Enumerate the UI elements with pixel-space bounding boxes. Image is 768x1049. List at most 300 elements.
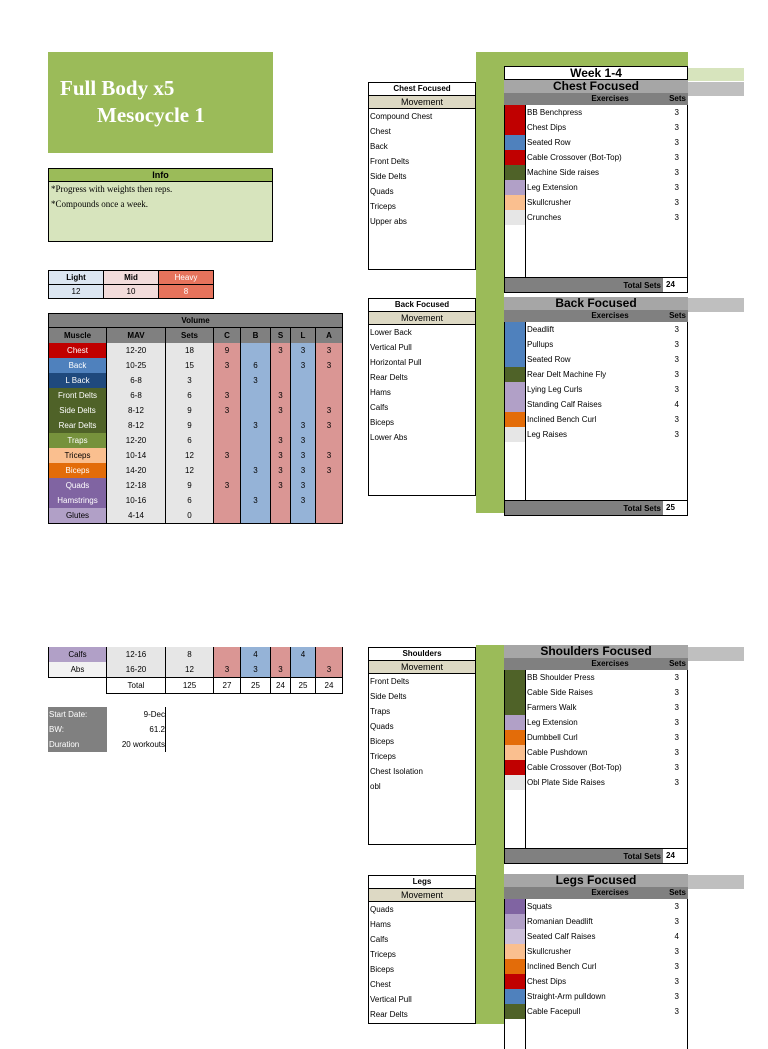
mav-cell: 6-8	[107, 373, 166, 388]
info-box	[48, 168, 273, 242]
sets-cell: 18	[166, 343, 214, 358]
exercise-row	[505, 337, 687, 352]
shoulder-day-cell	[271, 508, 291, 524]
legs-day-cell: 3	[291, 493, 316, 508]
stat-value: 20 workouts	[107, 737, 166, 752]
muscle-color-swatch	[505, 150, 525, 165]
title-box	[48, 52, 273, 153]
mav-cell: 6-8	[107, 388, 166, 403]
movement-row: Quads	[370, 905, 394, 914]
total-sets-value: 24	[663, 278, 687, 292]
exercise-name: Machine Side raises	[527, 168, 600, 177]
muscle-color-swatch	[505, 337, 525, 352]
stat-label: BW:	[48, 722, 107, 737]
movement-box-chest	[368, 82, 476, 270]
muscle-color-swatch	[505, 322, 525, 337]
legs-day-cell: 3	[291, 478, 316, 493]
exercises-header: Exercises	[591, 311, 629, 320]
exercise-name: Chest Dips	[527, 123, 567, 132]
movement-row: Compound Chest	[370, 112, 433, 121]
sets-cell: 15	[166, 358, 214, 373]
chest-day-cell: 3	[214, 662, 241, 678]
shoulder-day-cell: 3	[271, 662, 291, 678]
movement-row: Chest Isolation	[370, 767, 423, 776]
exercise-sets: 3	[674, 718, 679, 727]
exercise-row	[505, 397, 687, 412]
total-sets-row	[504, 277, 688, 293]
muscle-color-swatch	[505, 397, 525, 412]
exercise-sets: 4	[674, 932, 679, 941]
exercise-name: Straight-Arm pulldown	[527, 992, 606, 1001]
muscle-cell: Glutes	[49, 508, 107, 524]
chest-day-cell	[214, 508, 241, 524]
exercise-row	[505, 914, 687, 929]
exercise-sets: 3	[674, 108, 679, 117]
intensity-heavy-label: Heavy	[159, 271, 214, 285]
exercise-name: Crunches	[527, 213, 562, 222]
arms-day-cell: 3	[316, 418, 343, 433]
exercise-sets: 3	[674, 430, 679, 439]
title-line2: Mesocycle 1	[97, 103, 205, 127]
muscle-color-swatch	[505, 775, 525, 790]
stats-table	[48, 707, 166, 752]
workout-chest	[504, 80, 688, 293]
arms-day-cell: 3	[316, 343, 343, 358]
info-header: Info	[49, 169, 272, 182]
shoulder-day-cell	[271, 647, 291, 662]
exercise-name: Cable Side Raises	[527, 688, 593, 697]
volume-table	[48, 313, 343, 524]
stat-value: 9-Dec	[107, 707, 166, 722]
exercise-sets: 3	[674, 778, 679, 787]
exercise-sets: 3	[674, 992, 679, 1001]
chest-day-cell: 3	[214, 448, 241, 463]
exercise-row	[505, 165, 687, 180]
shoulder-day-cell	[271, 373, 291, 388]
legs-day-cell: 3	[291, 463, 316, 478]
arms-day-cell	[316, 478, 343, 493]
muscle-color-swatch	[505, 195, 525, 210]
exercise-name: Cable Facepull	[527, 1007, 581, 1016]
green-panel	[476, 645, 504, 1024]
muscle-color-swatch	[505, 745, 525, 760]
shoulder-day-cell: 3	[271, 433, 291, 448]
arms-day-cell	[316, 433, 343, 448]
movement-box-back	[368, 298, 476, 496]
mav-cell: 10-14	[107, 448, 166, 463]
exercise-name: Obl Plate Side Raises	[527, 778, 605, 787]
intensity-mid-label: Mid	[104, 271, 159, 285]
sets-cell: 12	[166, 463, 214, 478]
muscle-color-swatch	[505, 165, 525, 180]
total-sets-value: 25	[663, 501, 687, 515]
exercise-name: Dumbbell Curl	[527, 733, 578, 742]
muscle-color-swatch	[505, 959, 525, 974]
shoulder-day-cell	[271, 493, 291, 508]
shoulder-day-cell: 3	[271, 478, 291, 493]
workout-subheader	[504, 887, 688, 899]
exercise-row	[505, 105, 687, 120]
muscle-color-swatch	[505, 914, 525, 929]
legs-day-cell	[291, 662, 316, 678]
b-total: 25	[241, 678, 271, 694]
total-sets-value: 24	[663, 849, 687, 863]
back-day-cell	[241, 343, 271, 358]
shoulder-day-cell: 3	[271, 403, 291, 418]
muscle-cell: L Back	[49, 373, 107, 388]
workout-title: Chest Focused	[504, 80, 688, 93]
workout-legs	[504, 874, 688, 1049]
exercise-sets: 3	[674, 198, 679, 207]
movement-row: Lower Back	[370, 328, 412, 337]
exercise-row	[505, 944, 687, 959]
exercise-sets: 3	[674, 748, 679, 757]
movement-row: Vertical Pull	[370, 343, 412, 352]
movement-header: Movement	[369, 96, 475, 109]
exercises-header: Exercises	[591, 659, 629, 668]
shoulder-day-cell: 3	[271, 388, 291, 403]
exercise-name: Cable Pushdown	[527, 748, 588, 757]
exercise-sets: 3	[674, 340, 679, 349]
muscle-color-swatch	[505, 1004, 525, 1019]
sets-cell: 6	[166, 493, 214, 508]
arms-day-cell	[316, 493, 343, 508]
movement-title: Shoulders	[369, 648, 475, 661]
green-panel	[476, 288, 504, 513]
workout-body	[504, 322, 688, 500]
movement-row: Lower Abs	[370, 433, 408, 442]
chest-day-cell	[214, 373, 241, 388]
intensity-light-label: Light	[49, 271, 104, 285]
exercise-name: Leg Extension	[527, 183, 578, 192]
exercise-sets: 3	[674, 213, 679, 222]
volume-header: MAV	[107, 328, 166, 344]
exercise-sets: 3	[674, 138, 679, 147]
muscle-color-swatch	[505, 367, 525, 382]
volume-header: A	[316, 328, 343, 344]
exercise-name: Cable Crossover (Bot-Top)	[527, 763, 622, 772]
volume-header: L	[291, 328, 316, 344]
muscle-color-swatch	[505, 120, 525, 135]
exercise-name: BB Benchpress	[527, 108, 583, 117]
muscle-cell: Triceps	[49, 448, 107, 463]
header-bar	[688, 875, 744, 889]
chest-day-cell	[214, 433, 241, 448]
mav-cell: 12-20	[107, 343, 166, 358]
intensity-table	[48, 270, 214, 299]
muscle-color-swatch	[505, 412, 525, 427]
legs-day-cell	[291, 388, 316, 403]
muscle-cell: Back	[49, 358, 107, 373]
workout-title: Back Focused	[504, 297, 688, 310]
movement-row: Front Delts	[370, 677, 410, 686]
exercise-row	[505, 715, 687, 730]
s-total: 24	[271, 678, 291, 694]
muscle-color-swatch	[505, 989, 525, 1004]
exercise-row	[505, 120, 687, 135]
legs-day-cell: 3	[291, 433, 316, 448]
back-day-cell: 3	[241, 463, 271, 478]
movement-header: Movement	[369, 889, 475, 902]
shoulder-day-cell: 3	[271, 448, 291, 463]
info-line: *Progress with weights then reps.	[51, 184, 173, 194]
sets-header: Sets	[669, 311, 686, 320]
info-line: *Compounds once a week.	[51, 199, 148, 209]
workout-back	[504, 297, 688, 516]
back-day-cell: 3	[241, 373, 271, 388]
volume-table-continued	[48, 647, 343, 694]
exercise-row	[505, 180, 687, 195]
back-day-cell: 3	[241, 418, 271, 433]
movement-row: Horizontal Pull	[370, 358, 422, 367]
movement-row: Rear Delts	[370, 373, 408, 382]
exercise-name: Farmers Walk	[527, 703, 577, 712]
back-day-cell	[241, 433, 271, 448]
exercise-sets: 3	[674, 325, 679, 334]
chest-day-cell: 3	[214, 388, 241, 403]
chest-day-cell: 9	[214, 343, 241, 358]
exercise-name: Seated Row	[527, 355, 571, 364]
exercise-name: Seated Calf Raises	[527, 932, 596, 941]
exercise-row	[505, 352, 687, 367]
exercise-sets: 3	[674, 153, 679, 162]
exercise-sets: 3	[674, 183, 679, 192]
total-sets-label: Total Sets	[623, 281, 661, 290]
muscle-color-swatch	[505, 105, 525, 120]
legs-day-cell	[291, 373, 316, 388]
volume-header: S	[271, 328, 291, 344]
legs-day-cell: 3	[291, 418, 316, 433]
muscle-color-swatch	[505, 899, 525, 914]
muscle-color-swatch	[505, 944, 525, 959]
movement-box-shoulders	[368, 647, 476, 845]
exercise-sets: 3	[674, 370, 679, 379]
shoulder-day-cell	[271, 358, 291, 373]
exercise-row	[505, 745, 687, 760]
workout-subheader	[504, 658, 688, 670]
movement-row: Traps	[370, 707, 391, 716]
exercise-sets: 4	[674, 400, 679, 409]
back-day-cell	[241, 388, 271, 403]
exercise-row	[505, 382, 687, 397]
mav-total: Total	[107, 678, 166, 694]
muscle-color-swatch	[505, 180, 525, 195]
c-total: 27	[214, 678, 241, 694]
sets-cell: 12	[166, 448, 214, 463]
shoulder-day-cell: 3	[271, 343, 291, 358]
shoulder-day-cell: 3	[271, 463, 291, 478]
volume-header: B	[241, 328, 271, 344]
movement-row: Biceps	[370, 418, 395, 427]
sets-header: Sets	[669, 94, 686, 103]
muscle-color-swatch	[505, 427, 525, 442]
workout-body	[504, 670, 688, 848]
muscle-color-swatch	[505, 700, 525, 715]
exercise-sets: 3	[674, 763, 679, 772]
workout-body	[504, 105, 688, 277]
total-sets-label: Total Sets	[623, 852, 661, 861]
sets-cell: 6	[166, 433, 214, 448]
mav-cell: 14-20	[107, 463, 166, 478]
sets-total: 125	[166, 678, 214, 694]
week-label: Week 1-4	[504, 66, 688, 80]
exercise-sets: 3	[674, 733, 679, 742]
exercise-sets: 3	[674, 902, 679, 911]
mav-cell: 16-20	[107, 662, 166, 678]
intensity-light-value: 12	[49, 285, 104, 299]
exercises-header: Exercises	[591, 888, 629, 897]
chest-day-cell	[214, 463, 241, 478]
movement-row: Side Delts	[370, 172, 407, 181]
exercise-sets: 3	[674, 962, 679, 971]
exercise-sets: 3	[674, 355, 679, 364]
exercise-row	[505, 367, 687, 382]
muscle-cell: Biceps	[49, 463, 107, 478]
movement-header: Movement	[369, 661, 475, 674]
workout-title: Shoulders Focused	[504, 645, 688, 658]
exercise-row	[505, 412, 687, 427]
mav-cell: 12-16	[107, 647, 166, 662]
muscle-cell: Abs	[49, 662, 107, 678]
exercise-row	[505, 899, 687, 914]
movement-row: Hams	[370, 920, 391, 929]
mav-cell: 8-12	[107, 403, 166, 418]
exercise-row	[505, 775, 687, 790]
legs-day-cell: 3	[291, 358, 316, 373]
intensity-mid-value: 10	[104, 285, 159, 299]
sets-cell: 0	[166, 508, 214, 524]
arms-day-cell	[316, 647, 343, 662]
movement-row: Vertical Pull	[370, 995, 412, 1004]
total-sets-row	[504, 848, 688, 864]
exercise-name: Pullups	[527, 340, 554, 349]
muscle-cell: Quads	[49, 478, 107, 493]
movement-row: Rear Delts	[370, 1010, 408, 1019]
header-bar	[688, 298, 744, 312]
movement-row: Chest	[370, 127, 391, 136]
movement-row: Triceps	[370, 950, 396, 959]
muscle-cell: Calfs	[49, 647, 107, 662]
arms-day-cell: 3	[316, 448, 343, 463]
shoulder-day-cell	[271, 418, 291, 433]
exercise-row	[505, 730, 687, 745]
volume-title: Volume	[49, 314, 343, 328]
exercise-name: Seated Row	[527, 138, 571, 147]
volume-header: C	[214, 328, 241, 344]
arms-day-cell	[316, 373, 343, 388]
exercise-sets: 3	[674, 977, 679, 986]
sets-cell: 12	[166, 662, 214, 678]
exercise-row	[505, 1004, 687, 1019]
muscle-cell: Front Delts	[49, 388, 107, 403]
exercise-name: BB Shoulder Press	[527, 673, 595, 682]
exercise-sets: 3	[674, 1007, 679, 1016]
sets-header: Sets	[669, 888, 686, 897]
movement-row: Quads	[370, 187, 394, 196]
sets-header: Sets	[669, 659, 686, 668]
legs-day-cell	[291, 508, 316, 524]
a-total: 24	[316, 678, 343, 694]
exercise-sets: 3	[674, 415, 679, 424]
exercise-name: Lying Leg Curls	[527, 385, 583, 394]
exercise-row	[505, 135, 687, 150]
muscle-color-swatch	[505, 929, 525, 944]
sets-cell: 8	[166, 647, 214, 662]
chest-day-cell: 3	[214, 403, 241, 418]
muscle-cell: Rear Delts	[49, 418, 107, 433]
exercise-name: Skullcrusher	[527, 198, 572, 207]
chest-day-cell	[214, 418, 241, 433]
muscle-color-swatch	[505, 210, 525, 225]
intensity-heavy-value: 8	[159, 285, 214, 299]
chest-day-cell	[214, 647, 241, 662]
sets-cell: 3	[166, 373, 214, 388]
muscle-color-swatch	[505, 715, 525, 730]
blank-cell	[49, 678, 107, 694]
movement-row: Front Delts	[370, 157, 410, 166]
sets-cell: 9	[166, 478, 214, 493]
sets-cell: 9	[166, 418, 214, 433]
exercise-row	[505, 989, 687, 1004]
workout-shoulders	[504, 645, 688, 864]
movement-header: Movement	[369, 312, 475, 325]
movement-row: Back	[370, 142, 388, 151]
muscle-color-swatch	[505, 670, 525, 685]
workout-title: Legs Focused	[504, 874, 688, 887]
workout-subheader	[504, 310, 688, 322]
movement-row: Calfs	[370, 403, 389, 412]
mav-cell: 12-20	[107, 433, 166, 448]
movement-title: Back Focused	[369, 299, 475, 312]
back-day-cell	[241, 448, 271, 463]
stat-value: 61.2	[107, 722, 166, 737]
exercise-sets: 3	[674, 917, 679, 926]
exercises-header: Exercises	[591, 94, 629, 103]
exercise-sets: 3	[674, 168, 679, 177]
legs-day-cell	[291, 403, 316, 418]
exercise-sets: 3	[674, 123, 679, 132]
arms-day-cell: 3	[316, 358, 343, 373]
mav-cell: 10-25	[107, 358, 166, 373]
muscle-color-swatch	[505, 135, 525, 150]
exercise-name: Leg Raises	[527, 430, 568, 439]
l-total: 25	[291, 678, 316, 694]
movement-box-legs	[368, 875, 476, 1024]
title-line1: Full Body x5	[60, 76, 175, 100]
exercise-name: Romanian Deadlift	[527, 917, 593, 926]
exercise-row	[505, 670, 687, 685]
header-bar	[688, 647, 744, 661]
exercise-row	[505, 427, 687, 442]
exercise-name: Standing Calf Raises	[527, 400, 602, 409]
legs-day-cell: 3	[291, 343, 316, 358]
back-day-cell	[241, 508, 271, 524]
exercise-row	[505, 760, 687, 775]
back-day-cell: 6	[241, 358, 271, 373]
total-sets-label: Total Sets	[623, 504, 661, 513]
movement-row: Quads	[370, 722, 394, 731]
exercise-row	[505, 700, 687, 715]
movement-row: Side Delts	[370, 692, 407, 701]
workout-subheader	[504, 93, 688, 105]
muscle-cell: Traps	[49, 433, 107, 448]
exercise-name: Chest Dips	[527, 977, 567, 986]
legs-day-cell: 4	[291, 647, 316, 662]
exercise-sets: 3	[674, 703, 679, 712]
movement-row: Biceps	[370, 737, 395, 746]
movement-title: Chest Focused	[369, 83, 475, 96]
muscle-cell: Chest	[49, 343, 107, 358]
